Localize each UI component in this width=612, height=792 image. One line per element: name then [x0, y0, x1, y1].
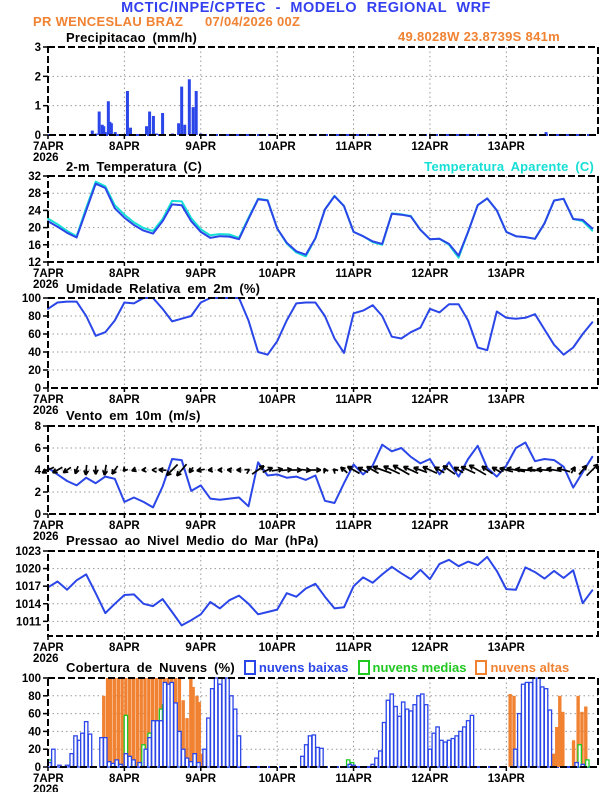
- svg-text:28: 28: [28, 188, 41, 201]
- run-datetime: 07/04/2026 00Z: [205, 14, 301, 29]
- svg-text:1: 1: [34, 100, 41, 113]
- clouds-title: Cobertura de Nuvens (%): [66, 660, 235, 675]
- humidity-title: Umidade Relativa em 2m (%): [66, 281, 261, 296]
- legend-item-baixas: [244, 660, 349, 675]
- svg-text:1023: 1023: [15, 546, 41, 558]
- svg-text:9APR: 9APR: [185, 642, 217, 654]
- svg-text:16: 16: [28, 239, 41, 252]
- svg-text:8APR: 8APR: [109, 642, 140, 654]
- temp-panel: [28, 171, 598, 291]
- svg-text:100: 100: [21, 293, 41, 305]
- svg-text:13APR: 13APR: [487, 520, 525, 532]
- svg-text:8APR: 8APR: [109, 394, 140, 406]
- svg-text:1014: 1014: [15, 598, 41, 611]
- svg-text:0: 0: [34, 383, 41, 395]
- svg-text:0: 0: [34, 509, 41, 521]
- svg-text:10APR: 10APR: [258, 520, 296, 532]
- precip-panel: [33, 42, 598, 164]
- low-clouds-label: nuvens baixas: [258, 660, 349, 675]
- svg-text:9APR: 9APR: [185, 394, 217, 406]
- svg-text:10APR: 10APR: [258, 642, 296, 654]
- svg-text:7APR: 7APR: [33, 642, 64, 654]
- high-clouds-swatch-icon: [475, 660, 487, 675]
- svg-text:2026: 2026: [33, 279, 59, 291]
- svg-text:20: 20: [28, 222, 41, 235]
- svg-text:0: 0: [34, 130, 41, 142]
- svg-text:10APR: 10APR: [258, 773, 296, 785]
- high-clouds-label: nuvens altas: [490, 660, 570, 675]
- page-title: MCTIC/INPE/CPTEC - MODELO REGIONAL WRF: [121, 0, 491, 16]
- wind-title: Vento em 10m (m/s): [66, 408, 201, 423]
- svg-text:80: 80: [28, 311, 41, 323]
- svg-text:40: 40: [28, 726, 41, 739]
- svg-text:2026: 2026: [33, 152, 59, 164]
- svg-text:40: 40: [28, 347, 41, 359]
- clouds-panel: [22, 673, 598, 792]
- svg-text:12APR: 12APR: [411, 773, 449, 785]
- svg-text:8APR: 8APR: [109, 141, 140, 153]
- svg-text:32: 32: [28, 171, 41, 183]
- svg-text:11APR: 11APR: [335, 394, 372, 406]
- svg-text:6: 6: [34, 443, 41, 455]
- svg-text:60: 60: [28, 708, 41, 721]
- svg-text:3: 3: [34, 42, 41, 54]
- svg-text:12APR: 12APR: [411, 642, 449, 654]
- svg-text:7APR: 7APR: [33, 268, 64, 280]
- svg-text:4: 4: [34, 465, 41, 477]
- svg-text:20: 20: [28, 365, 41, 377]
- svg-text:13APR: 13APR: [487, 773, 525, 785]
- pressure-panel: [15, 546, 598, 665]
- apparent-temp-title: Temperatura Aparente (C): [424, 159, 594, 174]
- svg-text:13APR: 13APR: [487, 642, 525, 654]
- svg-text:10APR: 10APR: [258, 394, 296, 406]
- svg-text:9APR: 9APR: [185, 268, 217, 280]
- svg-text:100: 100: [21, 673, 41, 685]
- svg-text:12APR: 12APR: [411, 394, 449, 406]
- clouds-title-row: [66, 660, 606, 675]
- wind-panel: [33, 421, 598, 543]
- svg-text:12APR: 12APR: [411, 268, 449, 280]
- legend-item-altas: [475, 660, 569, 675]
- svg-text:8APR: 8APR: [109, 520, 140, 532]
- svg-text:13APR: 13APR: [487, 394, 525, 406]
- svg-text:13APR: 13APR: [487, 141, 525, 153]
- svg-text:11APR: 11APR: [335, 773, 372, 785]
- svg-text:11APR: 11APR: [335, 268, 372, 280]
- low-clouds-swatch-icon: [244, 660, 256, 675]
- svg-text:8: 8: [34, 421, 41, 433]
- svg-text:2026: 2026: [33, 531, 59, 543]
- svg-text:0: 0: [34, 762, 41, 774]
- mid-clouds-label: nuvens medias: [372, 660, 467, 675]
- svg-text:9APR: 9APR: [185, 520, 217, 532]
- svg-text:8APR: 8APR: [109, 268, 140, 280]
- svg-text:9APR: 9APR: [185, 141, 217, 153]
- temp-title: 2-m Temperatura (C): [66, 159, 202, 174]
- svg-text:11APR: 11APR: [335, 642, 372, 654]
- svg-text:2026: 2026: [33, 405, 59, 417]
- svg-text:7APR: 7APR: [33, 394, 64, 406]
- svg-text:10APR: 10APR: [258, 268, 296, 280]
- svg-text:7APR: 7APR: [33, 773, 64, 785]
- svg-text:10APR: 10APR: [258, 141, 296, 153]
- svg-text:11APR: 11APR: [335, 141, 372, 153]
- svg-text:2: 2: [34, 487, 41, 499]
- svg-text:24: 24: [28, 205, 41, 218]
- svg-text:2026: 2026: [33, 653, 59, 665]
- rh-panel: [22, 293, 598, 417]
- svg-text:2026: 2026: [33, 784, 59, 792]
- legend-item-medias: [358, 660, 467, 675]
- pressure-title: Pressao ao Nivel Medio do Mar (hPa): [66, 533, 319, 548]
- svg-text:9APR: 9APR: [185, 773, 217, 785]
- svg-text:80: 80: [28, 690, 41, 703]
- svg-text:12: 12: [28, 257, 41, 269]
- svg-text:11APR: 11APR: [335, 520, 372, 532]
- svg-text:1011: 1011: [16, 616, 41, 629]
- svg-text:8APR: 8APR: [109, 773, 140, 785]
- svg-text:2: 2: [34, 71, 41, 84]
- svg-text:7APR: 7APR: [33, 141, 64, 153]
- svg-text:60: 60: [28, 329, 41, 341]
- station-name: PR WENCESLAU BRAZ: [33, 14, 184, 29]
- svg-text:13APR: 13APR: [487, 268, 525, 280]
- svg-text:1020: 1020: [15, 563, 41, 576]
- svg-text:12APR: 12APR: [411, 141, 449, 153]
- svg-text:1017: 1017: [15, 581, 41, 594]
- svg-text:12APR: 12APR: [411, 520, 449, 532]
- svg-text:20: 20: [28, 744, 41, 757]
- mid-clouds-swatch-icon: [358, 660, 370, 675]
- location-coordinates: 49.8028W 23.8739S 841m: [398, 29, 560, 44]
- precip-title: Precipitacao (mm/h): [66, 30, 198, 45]
- svg-text:7APR: 7APR: [33, 520, 64, 532]
